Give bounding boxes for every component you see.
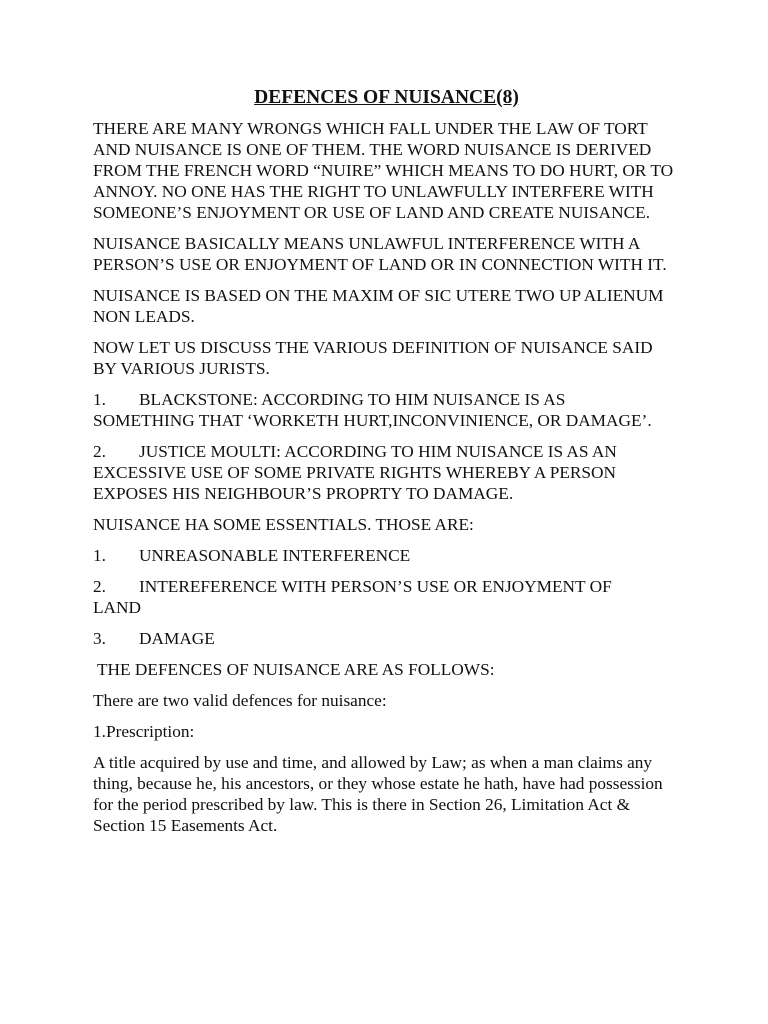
essential-item xyxy=(93,545,680,566)
intro-paragraph: THERE ARE MANY WRONGS WHICH FALL UNDER THE LAW OF TORT AND NUISANCE IS ONE OF THEM. THE WORD NUISANCE IS DERIVED FROM THE FRENCH WORD “NUIRE” WHICH MEANS TO DO HURT, OR TO ANNOY. NO ONE HAS THE RIGHT TO UNLAWFULLY INTERFERE WITH SOMEONE’S ENJOYMENT OR USE OF LAND AND CREATE NUISANCE. xyxy=(93,119,674,222)
definition-continuation: EXCESSIVE USE OF SOME PRIVATE RIGHTS WHEREBY A PERSON EXPOSES HIS NEIGHBOUR’S PROPRTY TO DAMAGE. xyxy=(93,463,616,503)
essential-item xyxy=(93,628,680,649)
defences-intro-paragraph: THE DEFENCES OF NUISANCE ARE AS FOLLOWS: xyxy=(97,660,495,679)
definition-number: 1. xyxy=(93,390,106,409)
definition-continuation: SOMETHING THAT ‘WORKETH HURT,INCONVINIENCE, OR DAMAGE’. xyxy=(93,411,652,430)
essential-number: 2. xyxy=(93,577,106,596)
essential-item xyxy=(93,576,680,618)
definition-first-line: BLACKSTONE: ACCORDING TO HIM NUISANCE IS AS xyxy=(139,390,566,409)
essential-text: UNREASONABLE INTERFERENCE xyxy=(139,546,411,565)
meaning-paragraph: NUISANCE BASICALLY MEANS UNLAWFUL INTERFERENCE WITH A PERSON’S USE OR ENJOYMENT OF LAND OR IN CONNECTION WITH IT. xyxy=(93,234,667,274)
essential-text: INTEREFERENCE WITH PERSON’S USE OR ENJOYMENT OF xyxy=(139,577,612,596)
definition-item xyxy=(93,389,680,431)
essential-text: DAMAGE xyxy=(139,629,215,648)
maxim-paragraph: NUISANCE IS BASED ON THE MAXIM OF SIC UTERE TWO UP ALIENUM NON LEADS. xyxy=(93,286,664,326)
definition-number: 2. xyxy=(93,442,106,461)
definition-item xyxy=(93,441,680,504)
document-title: DEFENCES OF NUISANCE(8) xyxy=(254,87,519,108)
essential-continuation: LAND xyxy=(93,598,141,617)
valid-defences-paragraph: There are two valid defences for nuisance: xyxy=(93,691,387,710)
essentials-intro-paragraph: NUISANCE HA SOME ESSENTIALS. THOSE ARE: xyxy=(93,515,474,534)
definitions-intro-paragraph: NOW LET US DISCUSS THE VARIOUS DEFINITION OF NUISANCE SAID BY VARIOUS JURISTS. xyxy=(93,338,653,378)
prescription-paragraph: A title acquired by use and time, and allowed by Law; as when a man claims any thing, because he, his ancestors, or they whose estate he hath, have had possession for the period prescribed by law. This is there in Section 26, Limitation Act & Section 15 Easements Act. xyxy=(93,753,663,835)
essential-number: 1. xyxy=(93,546,106,565)
prescription-heading: 1.Prescription: xyxy=(93,722,195,741)
definition-first-line: JUSTICE MOULTI: ACCORDING TO HIM NUISANCE IS AS AN xyxy=(139,442,617,461)
essential-number: 3. xyxy=(93,629,106,648)
